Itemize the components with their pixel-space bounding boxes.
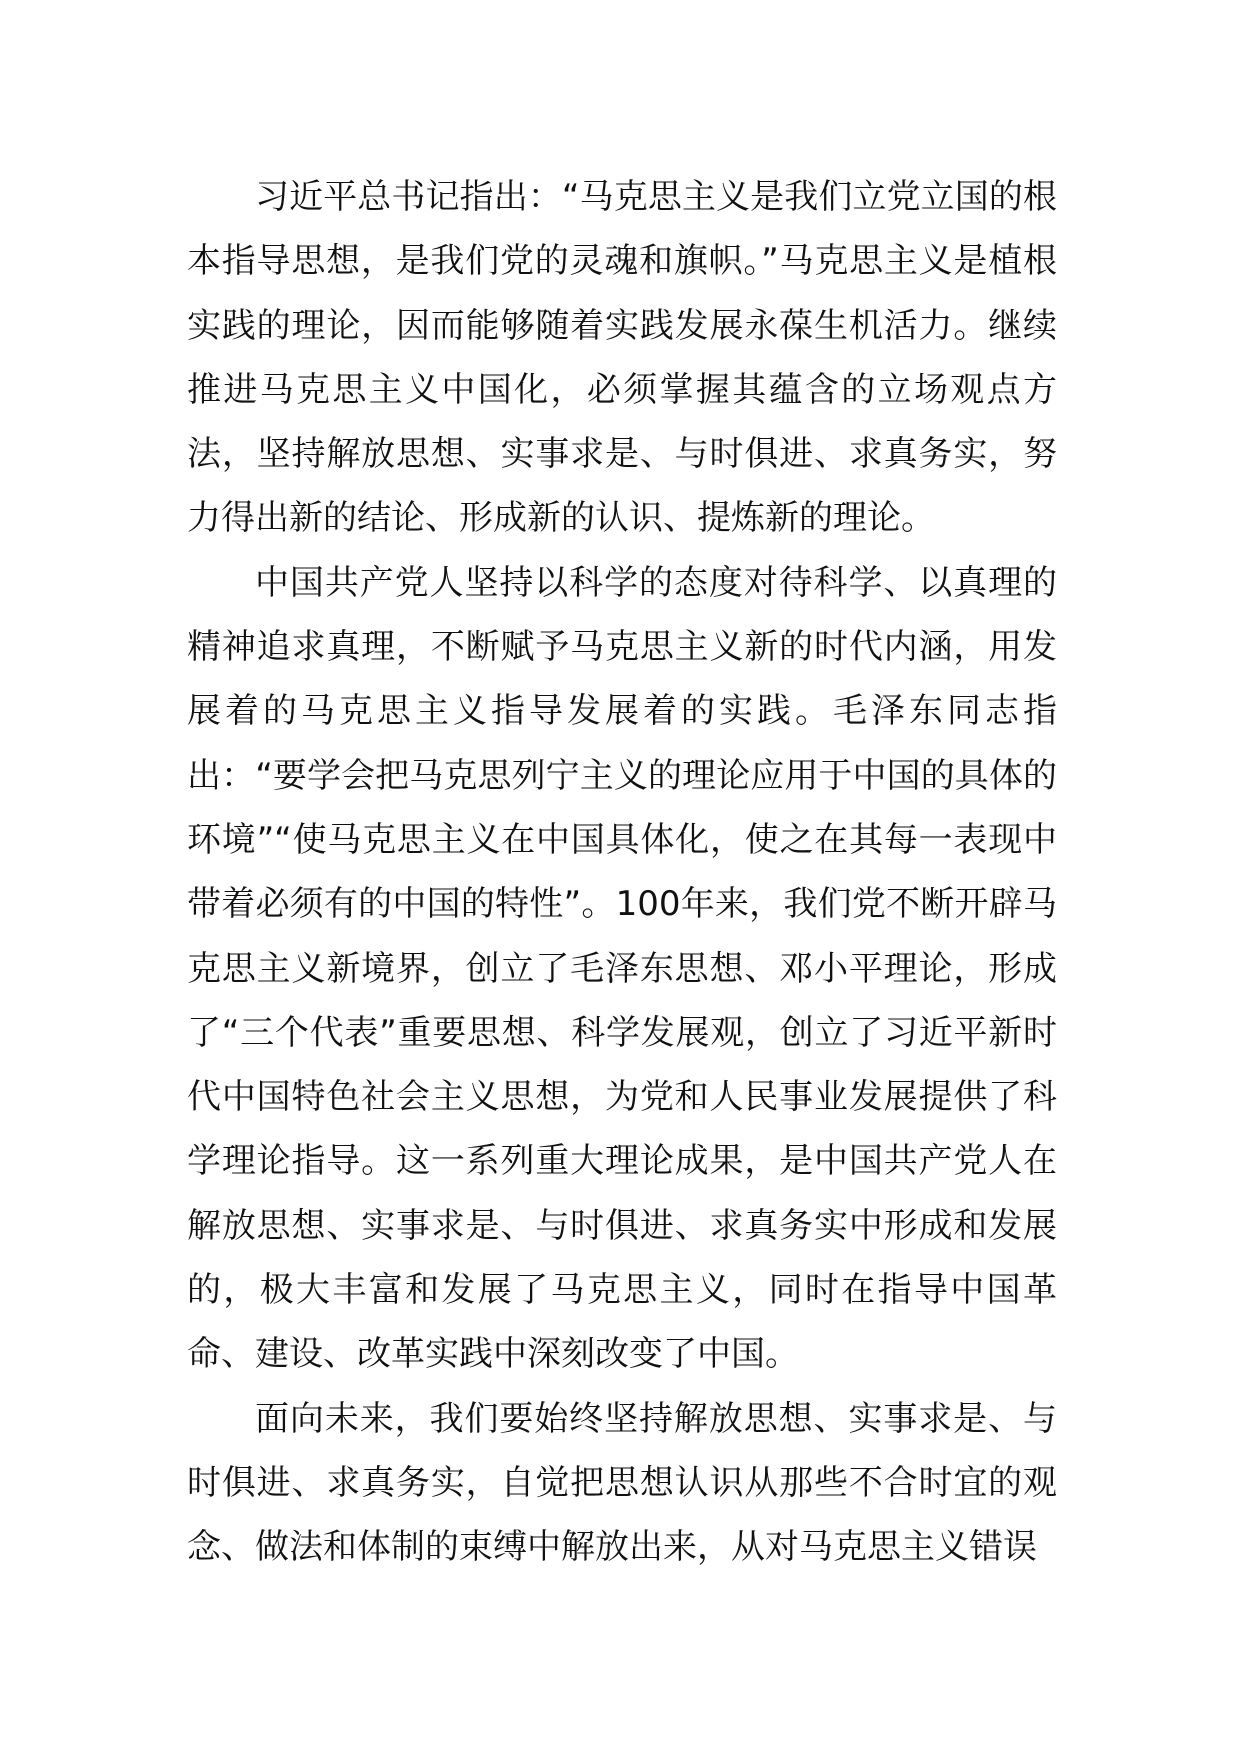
document-body <box>187 165 1057 1580</box>
paragraph-3: 面向未来，我们要始终坚持解放思想、实事求是、与时俱进、求真务实，自觉把思想认识从那些不合时宜的观念、做法和体制的束缚中解放出来，从对马克思主义错误 <box>187 1398 1057 1568</box>
paragraph-1: 习近平总书记指出：“马克思主义是我们立党立国的根本指导思想，是我们党的灵魂和旗帜。”马克思主义是植根实践的理论，因而能够随着实践发展永葆生机活力。继续推进马克思主义中国化，必须掌握其蕴含的立场观点方法，坚持解放思想、实事求是、与时俱进、求真务实，努力得出新的结论、形成新的认识、提炼新的理论。 <box>187 177 1057 539</box>
paragraph-2: 中国共产党人坚持以科学的态度对待科学、以真理的精神追求真理，不断赋予马克思主义新的时代内涵，用发展着的马克思主义指导发展着的实践。毛泽东同志指出：“要学会把马克思列宁主义的理论应用于中国的具体的环境”“使马克思主义在中国具体化，使之在其每一表现中带着必须有的中国的特性”。100年来，我们党不断开辟马克思主义新境界，创立了毛泽东思想、邓小平理论，形成了“三个代表”重要思想、科学发展观，创立了习近平新时代中国特色社会主义思想，为党和人民事业发展提供了科学理论指导。这一系列重大理论成果，是中国共产党人在解放思想、实事求是、与时俱进、求真务实中形成和发展的，极大丰富和发展了马克思主义，同时在指导中国革命、建设、改革实践中深刻改变了中国。 <box>187 562 1057 1375</box>
